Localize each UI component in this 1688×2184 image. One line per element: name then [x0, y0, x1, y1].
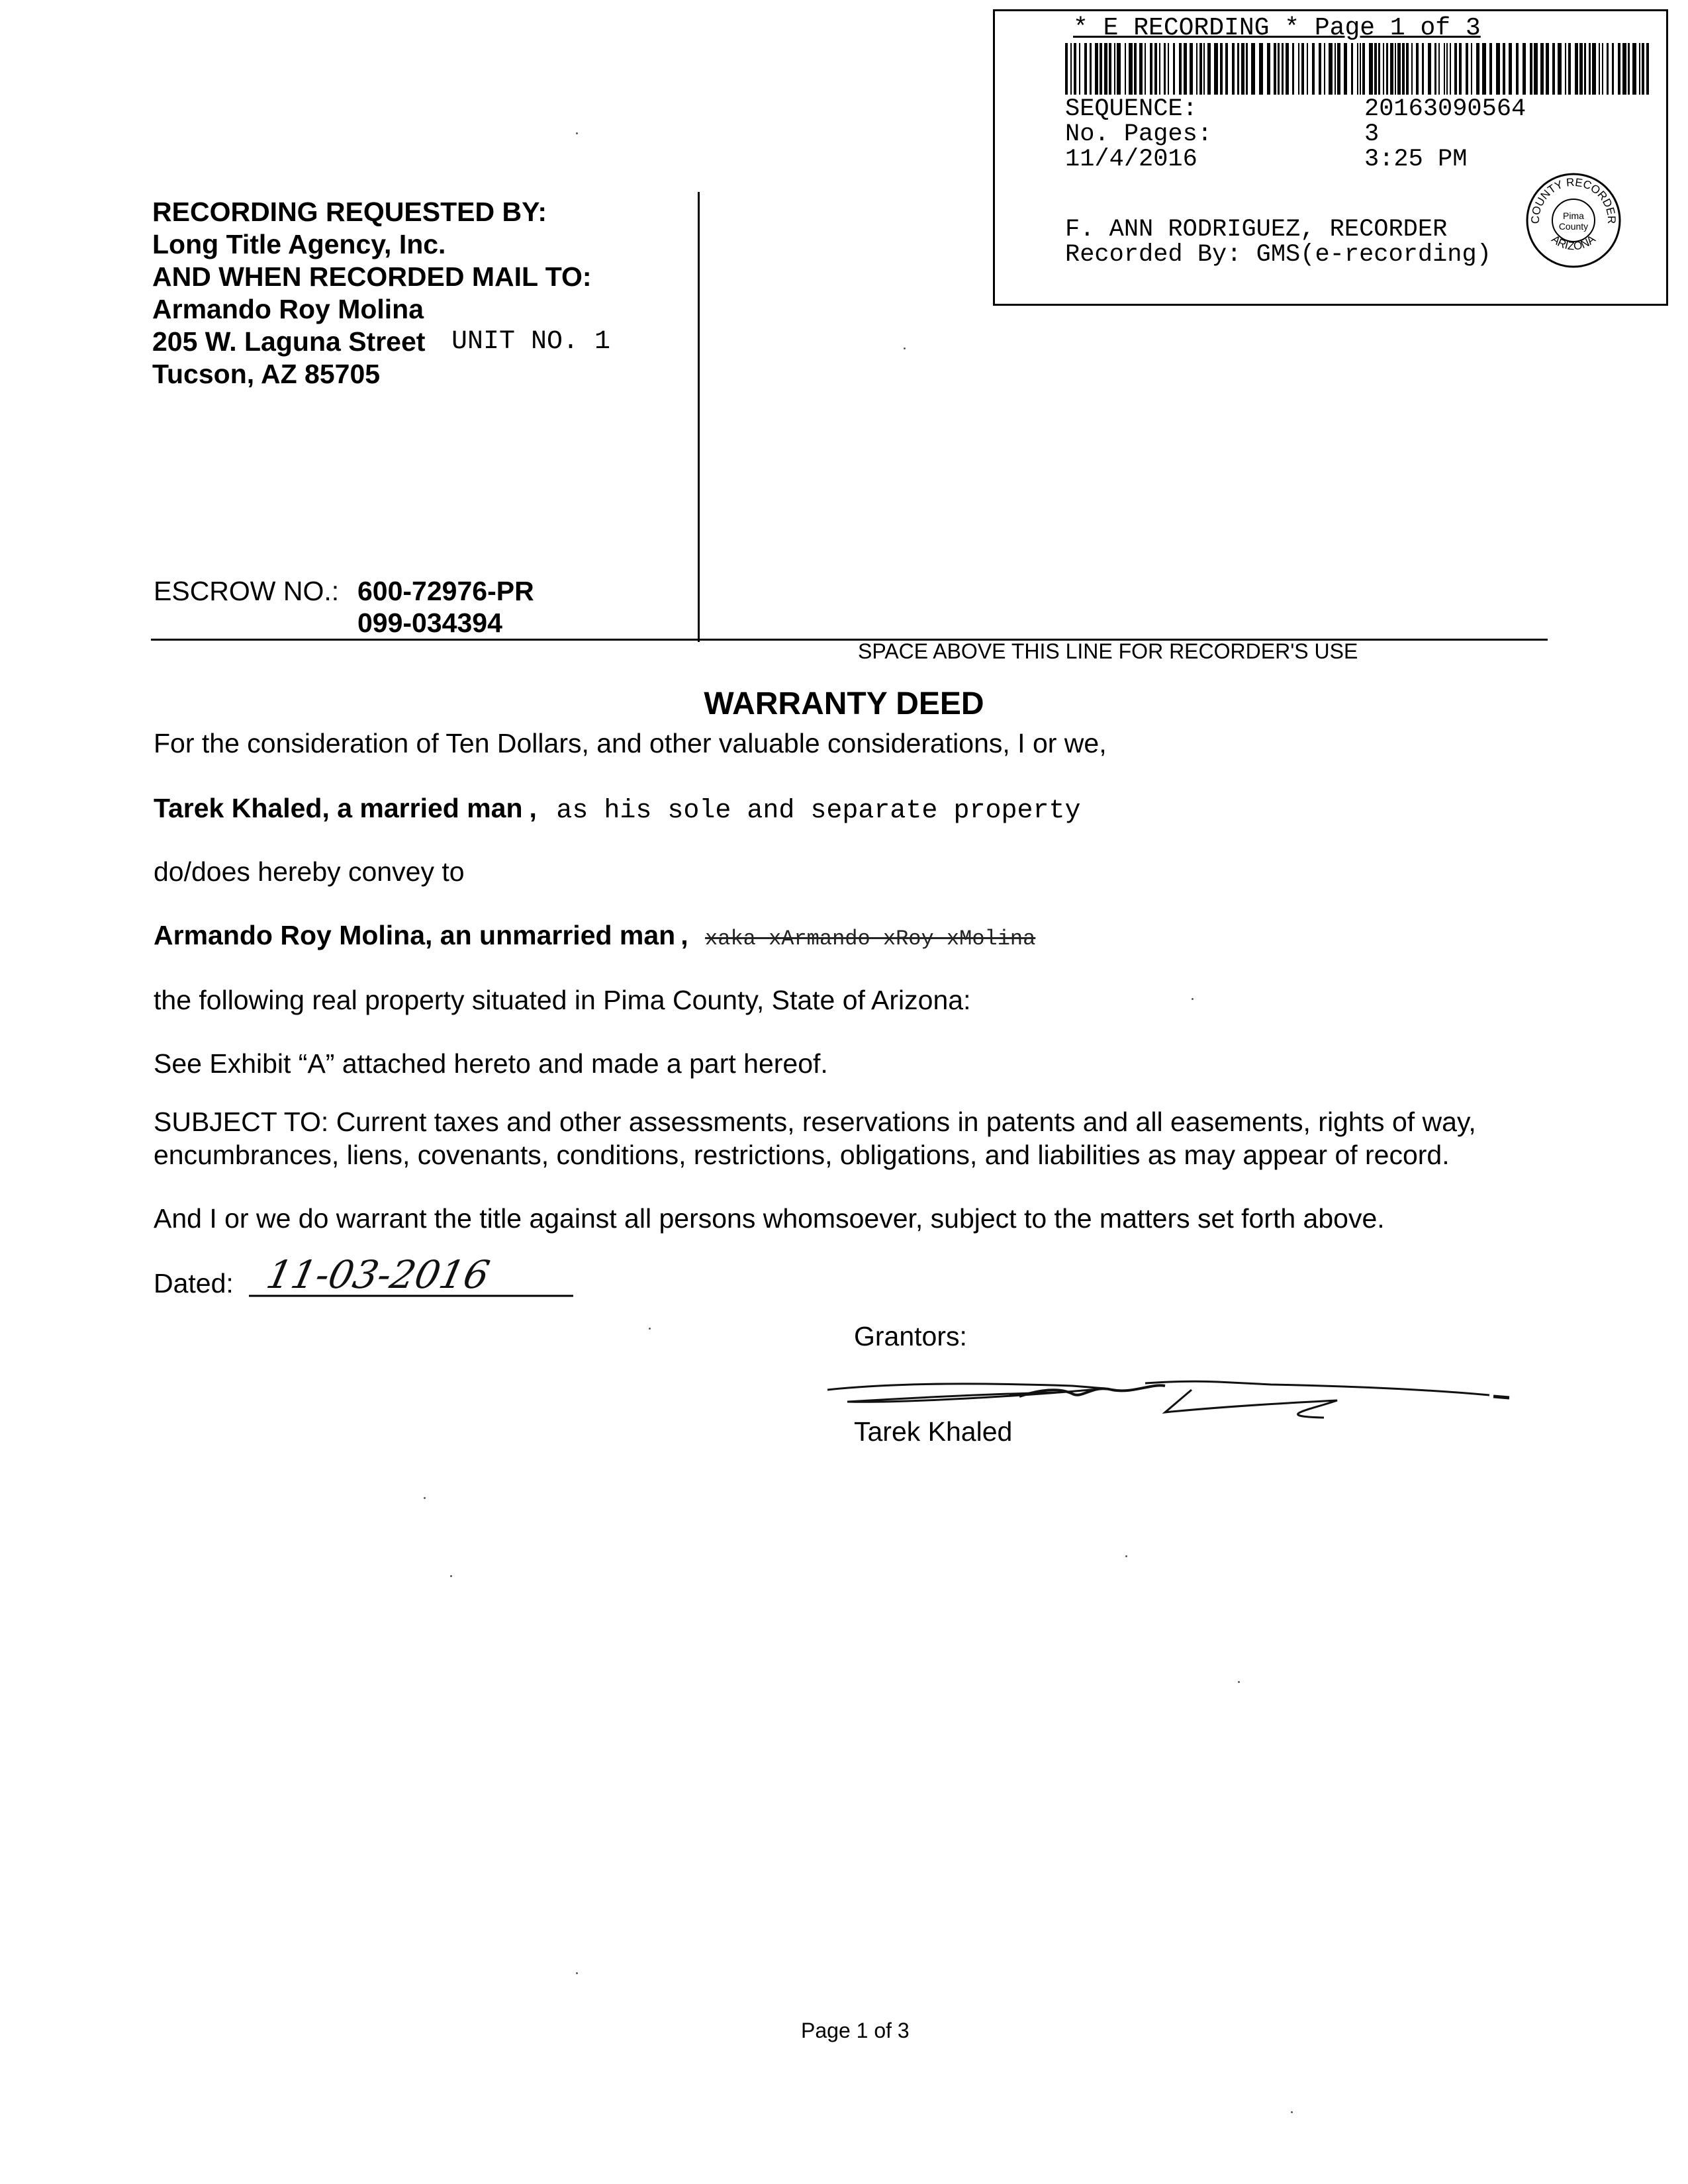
document-title: WARRANTY DEED: [704, 686, 984, 721]
escrow-number: 600-72976-PR: [357, 576, 534, 606]
mail-to-city: Tucson, AZ 85705: [152, 359, 381, 389]
sequence-label: SEQUENCE:: [1065, 95, 1197, 123]
subject-to-line-1: SUBJECT TO: Current taxes and other assessments, reservations in patents and all easements, rights of way,: [154, 1107, 1476, 1137]
subject-to-line-2: encumbrances, liens, covenants, conditions, restrictions, obligations, and liabilities as may appear of record.: [154, 1140, 1450, 1170]
dated-label: Dated:: [154, 1268, 234, 1298]
recorder-stamp-box: [993, 9, 1668, 306]
grantor-line: [154, 793, 1080, 826]
requested-by-label: RECORDING REQUESTED BY:: [152, 197, 547, 227]
grantor-name: Tarek Khaled, a married man: [154, 793, 523, 823]
struck-aka-text: xaka xArmando xRoy xMolina: [705, 927, 1036, 951]
scan-speck: [576, 132, 578, 134]
scan-speck: [649, 1328, 651, 1330]
consideration-text: For the consideration of Ten Dollars, and other valuable considerations, I or we,: [154, 728, 1107, 758]
mail-to-street: 205 W. Laguna Street: [152, 326, 426, 357]
barcode: [1065, 43, 1651, 96]
scan-speck: [1291, 2111, 1293, 2113]
exhibit-text: See Exhibit “A” attached hereto and made a part hereof.: [154, 1048, 828, 1079]
scan-speck: [1238, 1681, 1240, 1683]
escrow-number-secondary: 099-034394: [357, 608, 502, 638]
handwritten-date: [246, 1250, 577, 1302]
grantor-signature-name: Tarek Khaled: [854, 1416, 1013, 1447]
recorder-name: F. ANN RODRIGUEZ, RECORDER: [1065, 216, 1448, 244]
svg-text:COUNTY RECORDER: COUNTY RECORDER: [1528, 175, 1618, 224]
pages-label: No. Pages:: [1065, 120, 1213, 148]
grantors-label: Grantors:: [854, 1321, 967, 1351]
recording-date: 11/4/2016: [1065, 146, 1197, 173]
escrow-label: ESCROW NO.:: [154, 576, 340, 606]
svg-text:ARIZONA: ARIZONA: [1549, 232, 1598, 253]
page-number: Page 1 of 3: [801, 2019, 910, 2042]
sequence-value: 20163090564: [1364, 95, 1526, 123]
pages-value: 3: [1364, 120, 1380, 148]
scan-speck: [424, 1497, 426, 1499]
grantor-comma: ,: [529, 793, 537, 823]
county-seal: [1524, 171, 1622, 269]
scan-speck: [576, 1972, 578, 1974]
grantor-vesting: as his sole and separate property: [556, 796, 1081, 826]
scan-speck: [1125, 1555, 1127, 1557]
requested-by-name: Long Title Agency, Inc.: [152, 229, 446, 259]
svg-text:Pima: Pima: [1563, 210, 1584, 221]
property-text: the following real property situated in Pima County, State of Arizona:: [154, 985, 971, 1015]
grantee-name: Armando Roy Molina, an unmarried man: [154, 920, 676, 950]
grantee-comma: ,: [680, 920, 688, 950]
recorder-space-note: SPACE ABOVE THIS LINE FOR RECORDER'S USE: [858, 639, 1358, 663]
warranty-text: And I or we do warrant the title against all persons whomsoever, subject to the matters set forth above.: [154, 1203, 1385, 1234]
vertical-divider: [698, 192, 700, 642]
mail-to-unit: UNIT NO. 1: [451, 327, 611, 357]
mail-to-label: AND WHEN RECORDED MAIL TO:: [152, 261, 592, 292]
svg-text:County: County: [1558, 221, 1589, 232]
mail-to-name: Armando Roy Molina: [152, 294, 424, 324]
recording-time: 3:25 PM: [1364, 146, 1468, 173]
scan-speck: [904, 347, 906, 349]
convey-text: do/does hereby convey to: [154, 856, 465, 887]
svg-text:11-03-2016: 11-03-2016: [262, 1252, 494, 1297]
scan-speck: [1192, 998, 1194, 1000]
recording-header: * E RECORDING * Page 1 of 3: [1073, 14, 1481, 42]
grantee-line: [154, 920, 1035, 951]
recorded-by: Recorded By: GMS(e-recording): [1065, 241, 1491, 269]
scan-speck: [450, 1575, 452, 1577]
